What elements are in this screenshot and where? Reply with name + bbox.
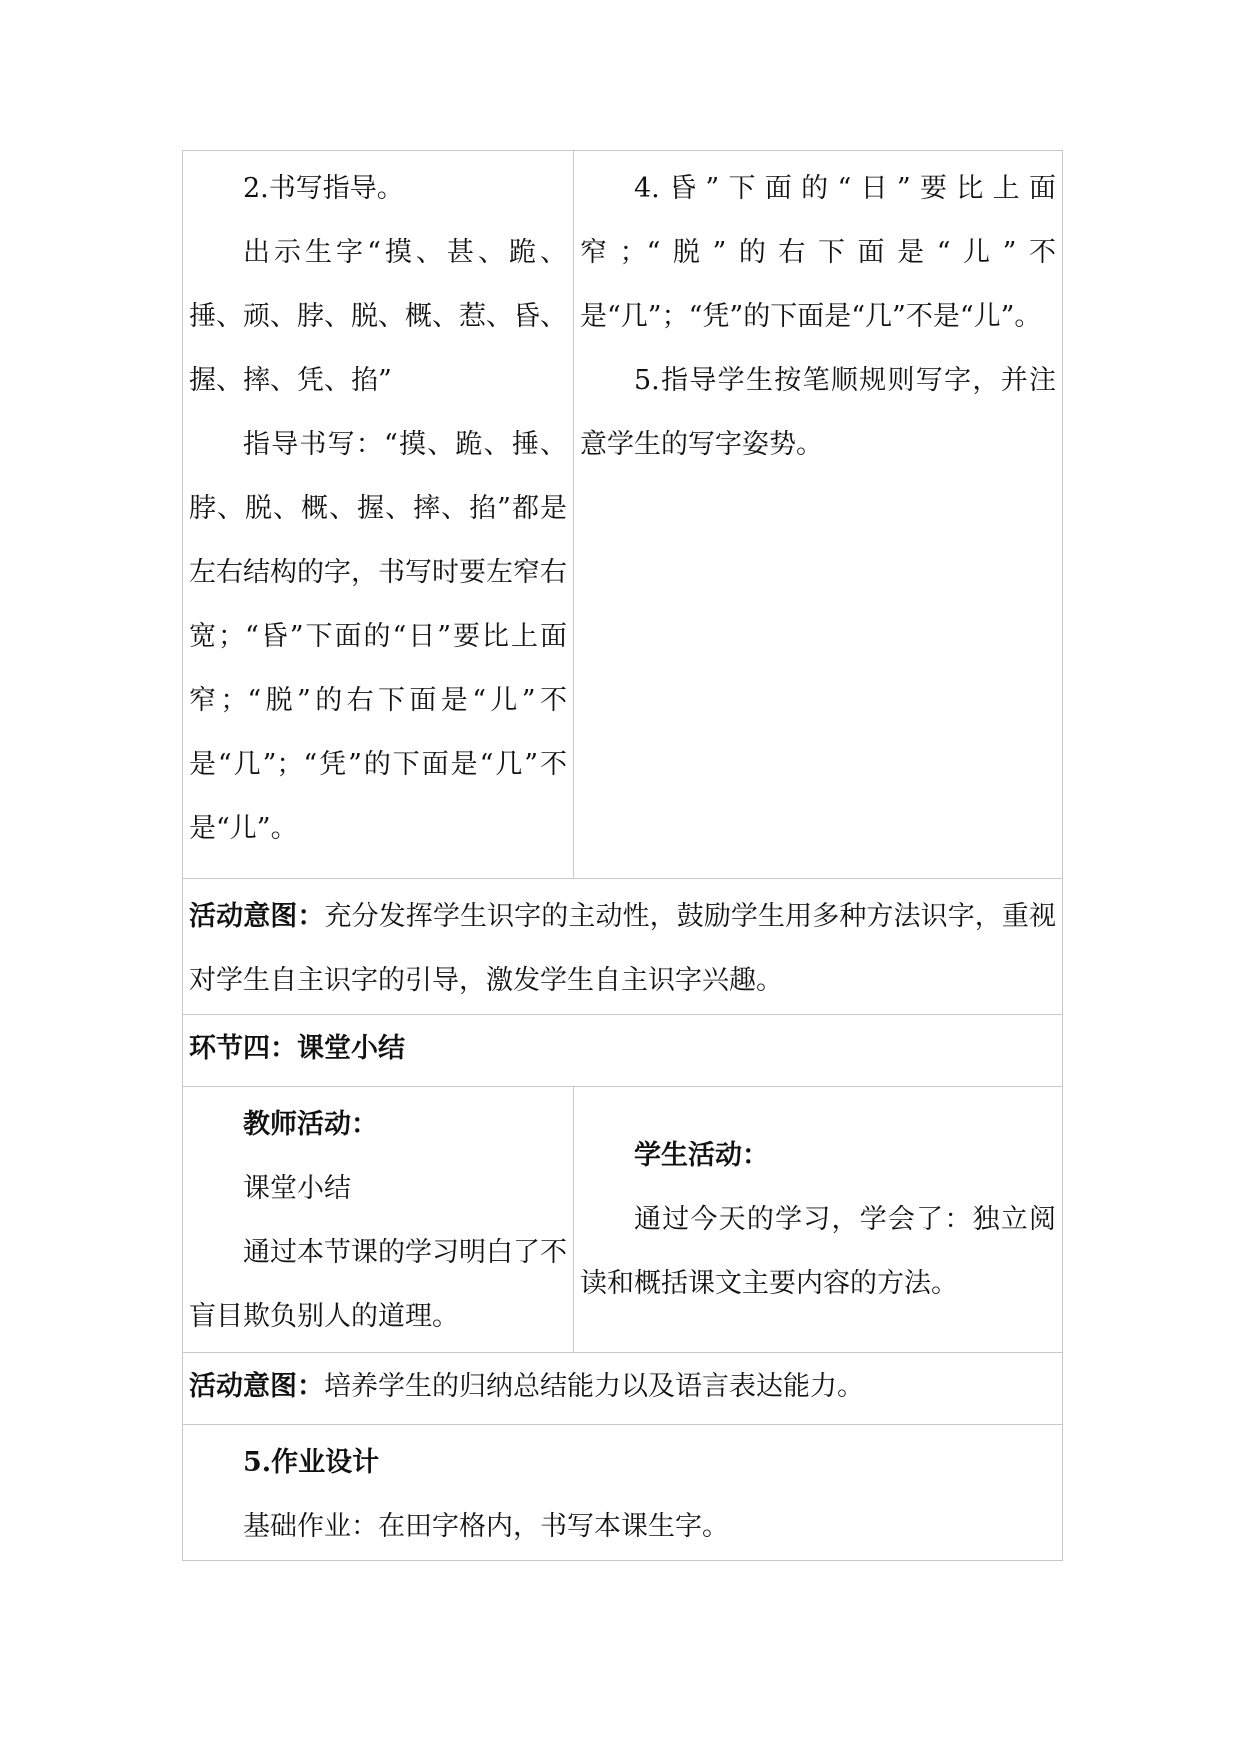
character-detail-paragraph: 4.昏”下面的“日”要比上面窄；“脱”的右下面是“儿”不是“几”；“凭”的下面是“几”不是“儿”。 bbox=[580, 173, 1056, 332]
activity-intent-row-2 bbox=[183, 1353, 1063, 1425]
section-four-cell bbox=[183, 1015, 1063, 1087]
activity-intent-label-1: 活动意图： bbox=[189, 901, 325, 932]
activity-intent-label-2: 活动意图： bbox=[189, 1371, 324, 1402]
activity-intent-cell-1 bbox=[183, 879, 1063, 1015]
lesson-plan-table bbox=[182, 150, 1063, 1561]
student-activity-heading: 学生活动： bbox=[634, 1139, 769, 1171]
activity-intent-text-2: 培养学生的归纳总结能力以及语言表达能力。 bbox=[324, 1371, 864, 1402]
stroke-order-paragraph: 5.指导学生按笔顺规则写字，并注意学生的写字姿势。 bbox=[580, 365, 1056, 460]
writing-guidance-row bbox=[183, 151, 1063, 879]
section-four-row bbox=[183, 1015, 1063, 1087]
homework-text: 基础作业：在田字格内，书写本课生字。 bbox=[243, 1511, 729, 1542]
writing-guidance-heading: 2.书写指导。 bbox=[243, 173, 404, 204]
activity-intent-paragraph-1 bbox=[189, 885, 1056, 1013]
student-activity-text: 通过今天的学习，学会了：独立阅读和概括课文主要内容的方法。 bbox=[580, 1203, 1056, 1299]
activity-intent-row-1 bbox=[183, 879, 1063, 1015]
teacher-activity-heading: 教师活动： bbox=[243, 1109, 378, 1140]
homework-cell bbox=[183, 1425, 1063, 1561]
new-characters-paragraph: 出示生字“摸、甚、跪、捶、顽、脖、脱、概、惹、昏、握、摔、凭、掐” bbox=[189, 237, 567, 396]
writing-instruction-paragraph: 指导书写：“摸、跪、捶、脖、脱、概、握、摔、掐”都是左右结构的字，书写时要左窄右宽；“昏”下面的“日”要比上面窄；“脱”的右下面是“儿”不是“几”；“凭”的下面是“几”不是“儿”。 bbox=[189, 429, 567, 844]
class-summary-label: 课堂小结 bbox=[243, 1173, 351, 1204]
teacher-summary-text: 通过本节课的学习明白了不盲目欺负别人的道理。 bbox=[189, 1237, 567, 1332]
teacher-activity-cell bbox=[183, 1087, 574, 1353]
activity-intent-paragraph-2 bbox=[189, 1355, 1056, 1419]
activity-intent-text-1: 充分发挥学生识字的主动性，鼓励学生用多种方法识字，重视对学生自主识字的引导，激发学生自主识字兴趣。 bbox=[189, 901, 1056, 996]
writing-guidance-right-cell bbox=[574, 151, 1063, 879]
homework-row bbox=[183, 1425, 1063, 1561]
class-summary-row bbox=[183, 1087, 1063, 1353]
writing-guidance-left-cell bbox=[183, 151, 574, 879]
section-four-title: 环节四：课堂小结 bbox=[189, 1033, 405, 1064]
homework-title: 5.作业设计 bbox=[243, 1447, 380, 1478]
student-activity-cell bbox=[574, 1087, 1063, 1353]
activity-intent-cell-2 bbox=[183, 1353, 1063, 1425]
